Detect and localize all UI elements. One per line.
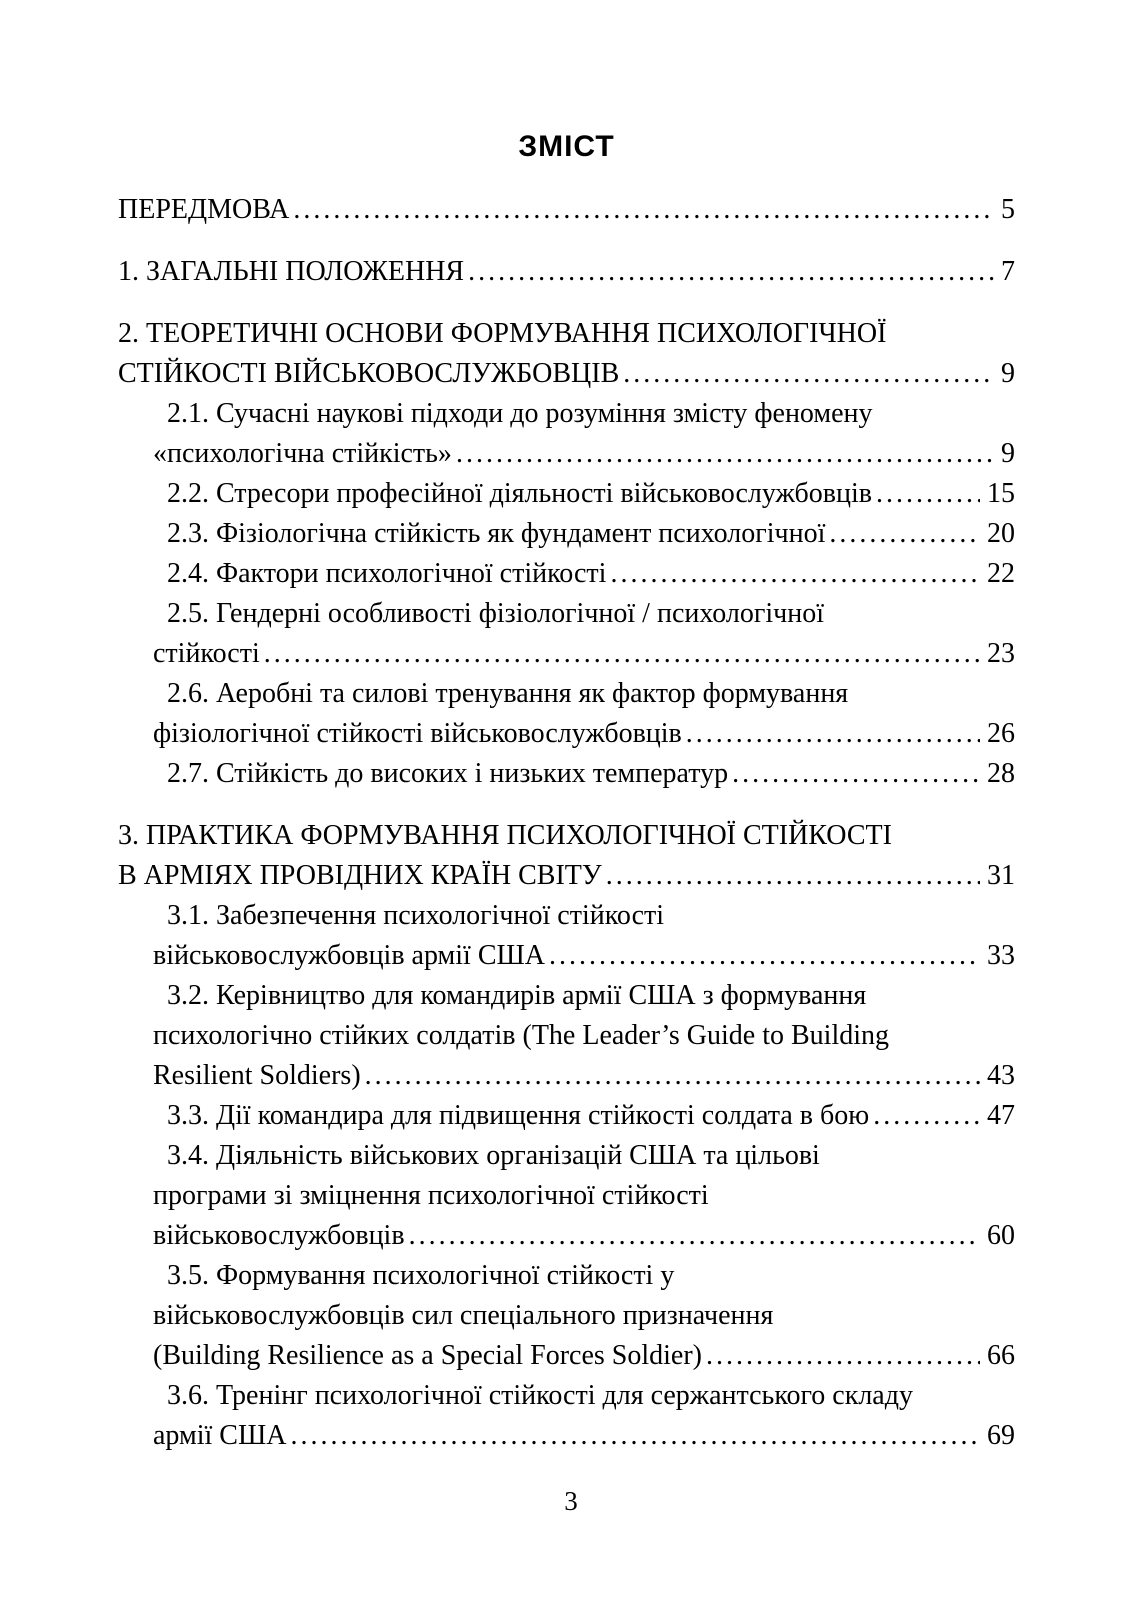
toc-entry-line bbox=[118, 354, 1015, 394]
toc-page-number: 28 bbox=[987, 758, 1015, 789]
dot-leader bbox=[876, 474, 980, 514]
toc-entry bbox=[118, 1096, 1015, 1136]
toc-entry-text: фізіологічної стійкості військовослужбовців bbox=[153, 718, 682, 749]
toc-entry-text: військовослужбовців bbox=[153, 1220, 405, 1251]
toc-entry bbox=[118, 754, 1015, 794]
toc-entry-text: програми зі зміцнення психологічної стійкості bbox=[153, 1180, 709, 1211]
toc-entry-line bbox=[118, 816, 1015, 856]
toc-entry bbox=[118, 252, 1015, 292]
toc-entry-text: ПЕРЕДМОВА bbox=[118, 194, 290, 225]
toc-entry-text: 2.6. Аеробні та силові тренування як фактор формування bbox=[167, 678, 849, 709]
toc-page-number: 9 bbox=[1001, 438, 1015, 469]
dot-leader bbox=[686, 714, 980, 754]
toc-entry-text: 3.2. Керівництво для командирів армії США з формування bbox=[167, 980, 867, 1011]
toc-entry-text: 2. ТЕОРЕТИЧНІ ОСНОВИ ФОРМУВАННЯ ПСИХОЛОГІЧНОЇ bbox=[118, 318, 887, 349]
dot-leader bbox=[829, 514, 980, 554]
toc-page-number: 5 bbox=[1001, 194, 1015, 225]
dot-leader bbox=[873, 1096, 980, 1136]
toc-entry-text: 2.3. Фізіологічна стійкість як фундамент психологічної bbox=[167, 518, 826, 549]
toc-entry-line bbox=[118, 856, 1015, 896]
toc-entry-text: (Building Resilience as a Special Forces Soldier) bbox=[153, 1340, 702, 1371]
toc-entry-line bbox=[118, 1336, 1015, 1376]
toc-entry-line bbox=[118, 1416, 1015, 1456]
toc-entry-line bbox=[118, 1136, 1015, 1176]
toc-entry bbox=[118, 594, 1015, 674]
toc-entry-line bbox=[118, 714, 1015, 754]
toc-entry-line bbox=[118, 754, 1015, 794]
toc-entry bbox=[118, 674, 1015, 754]
toc-entry-text: 2.7. Стійкість до високих і низьких температур bbox=[167, 758, 729, 789]
toc-entry-line bbox=[118, 1256, 1015, 1296]
dot-leader bbox=[706, 1336, 980, 1376]
toc-entry bbox=[118, 190, 1015, 230]
toc-entry-text: В АРМІЯХ ПРОВІДНИХ КРАЇН СВІТУ bbox=[118, 860, 602, 891]
dot-leader bbox=[293, 190, 994, 230]
toc-entry bbox=[118, 1256, 1015, 1376]
dot-leader bbox=[606, 856, 980, 896]
dot-leader bbox=[732, 754, 980, 794]
toc-entry-line bbox=[118, 1376, 1015, 1416]
toc-entry-line bbox=[118, 434, 1015, 474]
toc-entry bbox=[118, 896, 1015, 976]
toc-entry-line bbox=[118, 252, 1015, 292]
toc-entry-line bbox=[118, 1056, 1015, 1096]
toc-entry bbox=[118, 514, 1015, 554]
toc-entry-text: 2.4. Фактори психологічної стійкості bbox=[167, 558, 607, 589]
toc-list bbox=[118, 190, 1015, 1456]
toc-entry-line bbox=[118, 936, 1015, 976]
toc-entry-text: психологічно стійких солдатів (The Leader’s Guide to Building bbox=[153, 1020, 889, 1051]
dot-leader bbox=[610, 554, 980, 594]
toc-entry-text: 3. ПРАКТИКА ФОРМУВАННЯ ПСИХОЛОГІЧНОЇ СТІЙКОСТІ bbox=[118, 820, 892, 851]
toc-entry-line bbox=[118, 1216, 1015, 1256]
toc-entry-text: армії США bbox=[153, 1420, 287, 1451]
dot-leader bbox=[409, 1216, 980, 1256]
toc-entry bbox=[118, 394, 1015, 474]
toc-entry bbox=[118, 1376, 1015, 1456]
toc-page-number: 47 bbox=[987, 1100, 1015, 1131]
toc-page-number: 26 bbox=[987, 718, 1015, 749]
toc-entry-text: Resilient Soldiers) bbox=[153, 1060, 361, 1091]
toc-entry-line bbox=[118, 674, 1015, 714]
toc-entry-line bbox=[118, 1016, 1015, 1056]
toc-entry bbox=[118, 976, 1015, 1096]
toc-entry-line bbox=[118, 394, 1015, 434]
toc-page-number: 69 bbox=[987, 1420, 1015, 1451]
page-title: ЗМІСТ bbox=[518, 130, 615, 163]
toc-entry-text: 3.1. Забезпечення психологічної стійкості bbox=[167, 900, 665, 931]
toc-entry-line bbox=[118, 1296, 1015, 1336]
footer-page-number: 3 bbox=[564, 1486, 578, 1516]
toc-entry-text: військовослужбовців армії США bbox=[153, 940, 545, 971]
toc-entry-text: 3.6. Тренінг психологічної стійкості для сержантського складу bbox=[167, 1380, 913, 1411]
toc-entry bbox=[118, 816, 1015, 896]
toc-entry-text: 2.1. Сучасні наукові підходи до розуміння змісту феномену bbox=[167, 398, 873, 429]
toc-entry-line bbox=[118, 594, 1015, 634]
toc-entry-text: 3.5. Формування психологічної стійкості у bbox=[167, 1260, 675, 1291]
toc-entry-line bbox=[118, 1096, 1015, 1136]
toc-entry-text: 1. ЗАГАЛЬНІ ПОЛОЖЕННЯ bbox=[118, 256, 465, 287]
toc-entry-line bbox=[118, 976, 1015, 1016]
toc-entry-text: військовослужбовців сил спеціального призначення bbox=[153, 1300, 774, 1331]
toc-entry-line bbox=[118, 474, 1015, 514]
toc-page-number: 43 bbox=[987, 1060, 1015, 1091]
toc-entry-line bbox=[118, 190, 1015, 230]
dot-leader bbox=[468, 252, 994, 292]
toc-entry-text: СТІЙКОСТІ ВІЙСЬКОВОСЛУЖБОВЦІВ bbox=[118, 358, 620, 389]
toc-entry bbox=[118, 554, 1015, 594]
toc-entry-line bbox=[118, 634, 1015, 674]
toc-page-number: 31 bbox=[987, 860, 1015, 891]
toc-entry bbox=[118, 1136, 1015, 1256]
dot-leader bbox=[623, 354, 994, 394]
toc-entry bbox=[118, 474, 1015, 514]
toc-entry-text: 2.5. Гендерні особливості фізіологічної / психологічної bbox=[167, 598, 825, 629]
toc-entry-line bbox=[118, 896, 1015, 936]
toc-entry-text: 3.3. Дії командира для підвищення стійкості солдата в бою bbox=[167, 1100, 870, 1131]
toc-entry-line bbox=[118, 514, 1015, 554]
dot-leader bbox=[365, 1056, 980, 1096]
dot-leader bbox=[264, 634, 980, 674]
toc-entry-line bbox=[118, 314, 1015, 354]
dot-leader bbox=[549, 936, 980, 976]
toc-entry bbox=[118, 314, 1015, 394]
toc-page-number: 15 bbox=[987, 478, 1015, 509]
dot-leader bbox=[456, 434, 994, 474]
toc-page-number: 33 bbox=[987, 940, 1015, 971]
toc-page-number: 66 bbox=[987, 1340, 1015, 1371]
toc-entry-text: 3.4. Діяльність військових організацій США та цільові bbox=[167, 1140, 820, 1171]
toc-entry-text: «психологічна стійкість» bbox=[153, 438, 452, 469]
toc-entry-text: стійкості bbox=[153, 638, 260, 669]
toc-page-number: 7 bbox=[1001, 256, 1015, 287]
toc-entry-text: 2.2. Стресори професійної діяльності військовослужбовців bbox=[167, 478, 872, 509]
toc-page-number: 22 bbox=[987, 558, 1015, 589]
toc-page-number: 60 bbox=[987, 1220, 1015, 1251]
toc-entry-line bbox=[118, 1176, 1015, 1216]
toc-page-number: 20 bbox=[987, 518, 1015, 549]
toc-page-number: 23 bbox=[987, 638, 1015, 669]
toc-page-number: 9 bbox=[1001, 358, 1015, 389]
toc-entry-line bbox=[118, 554, 1015, 594]
dot-leader bbox=[290, 1416, 980, 1456]
